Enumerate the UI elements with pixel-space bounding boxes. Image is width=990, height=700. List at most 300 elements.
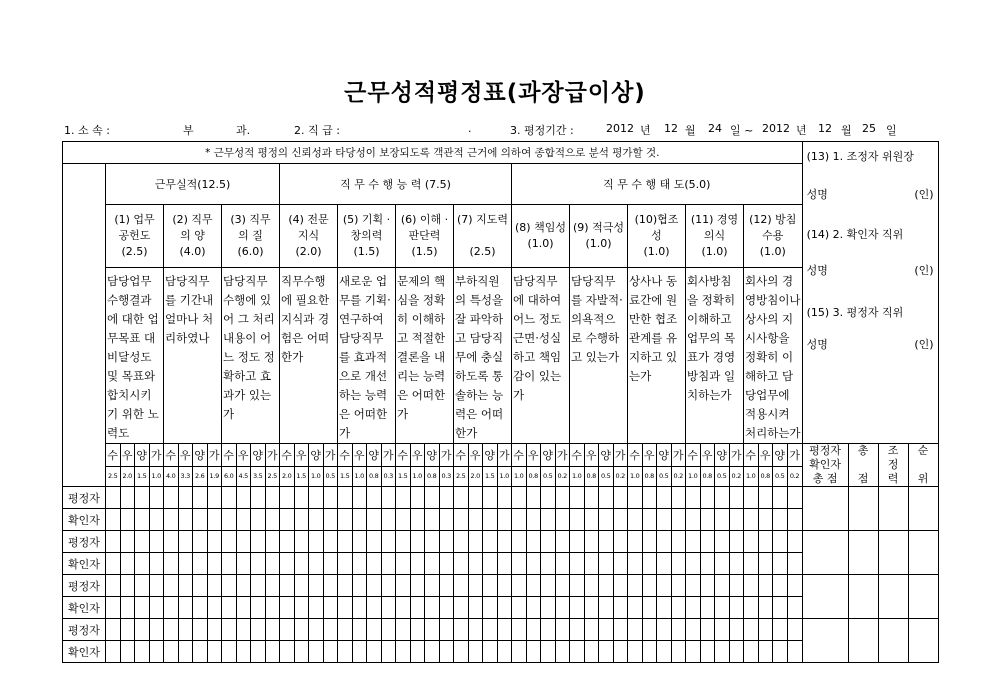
score-cell[interactable] bbox=[686, 641, 701, 663]
score-cell[interactable] bbox=[323, 487, 338, 509]
score-cell[interactable] bbox=[555, 575, 570, 597]
score-cell[interactable] bbox=[671, 509, 686, 531]
score-cell[interactable] bbox=[729, 619, 744, 641]
score-cell[interactable] bbox=[207, 619, 222, 641]
score-cell[interactable] bbox=[584, 509, 599, 531]
score-cell[interactable] bbox=[526, 619, 541, 641]
score-cell[interactable] bbox=[280, 575, 295, 597]
score-cell[interactable] bbox=[164, 487, 179, 509]
score-cell[interactable] bbox=[642, 531, 657, 553]
score-cell[interactable] bbox=[758, 553, 773, 575]
score-cell[interactable] bbox=[323, 597, 338, 619]
score-cell[interactable] bbox=[584, 619, 599, 641]
score-cell[interactable] bbox=[715, 553, 730, 575]
score-cell[interactable] bbox=[135, 553, 150, 575]
score-cell[interactable] bbox=[758, 509, 773, 531]
score-cell[interactable] bbox=[468, 553, 483, 575]
score-cell[interactable] bbox=[584, 575, 599, 597]
score-cell[interactable] bbox=[120, 553, 135, 575]
score-cell[interactable] bbox=[773, 575, 788, 597]
score-cell[interactable] bbox=[207, 553, 222, 575]
score-cell[interactable] bbox=[149, 641, 164, 663]
summary-score-cell[interactable] bbox=[878, 575, 908, 619]
score-cell[interactable] bbox=[570, 531, 585, 553]
score-cell[interactable] bbox=[787, 641, 802, 663]
score-cell[interactable] bbox=[396, 597, 411, 619]
score-cell[interactable] bbox=[207, 597, 222, 619]
summary-rank-cell[interactable] bbox=[908, 487, 938, 531]
score-cell[interactable] bbox=[454, 597, 469, 619]
score-cell[interactable] bbox=[468, 575, 483, 597]
score-cell[interactable] bbox=[642, 487, 657, 509]
score-cell[interactable] bbox=[570, 619, 585, 641]
score-cell[interactable] bbox=[338, 553, 353, 575]
summary-total-cell[interactable] bbox=[848, 487, 878, 531]
score-cell[interactable] bbox=[367, 575, 382, 597]
score-cell[interactable] bbox=[265, 553, 280, 575]
score-cell[interactable] bbox=[787, 531, 802, 553]
score-cell[interactable] bbox=[323, 575, 338, 597]
score-cell[interactable] bbox=[787, 509, 802, 531]
score-cell[interactable] bbox=[381, 509, 396, 531]
score-cell[interactable] bbox=[497, 509, 512, 531]
score-cell[interactable] bbox=[352, 531, 367, 553]
score-cell[interactable] bbox=[178, 531, 193, 553]
score-cell[interactable] bbox=[773, 597, 788, 619]
score-cell[interactable] bbox=[323, 509, 338, 531]
score-cell[interactable] bbox=[526, 597, 541, 619]
score-cell[interactable] bbox=[744, 531, 759, 553]
score-cell[interactable] bbox=[454, 509, 469, 531]
score-cell[interactable] bbox=[381, 553, 396, 575]
summary-score-cell[interactable] bbox=[878, 487, 908, 531]
score-cell[interactable] bbox=[468, 619, 483, 641]
score-cell[interactable] bbox=[338, 619, 353, 641]
score-cell[interactable] bbox=[541, 575, 556, 597]
score-cell[interactable] bbox=[106, 531, 121, 553]
score-cell[interactable] bbox=[280, 619, 295, 641]
score-cell[interactable] bbox=[773, 553, 788, 575]
score-cell[interactable] bbox=[628, 641, 643, 663]
summary-rank-cell[interactable] bbox=[908, 531, 938, 575]
score-cell[interactable] bbox=[541, 619, 556, 641]
score-cell[interactable] bbox=[193, 619, 208, 641]
score-cell[interactable] bbox=[700, 531, 715, 553]
score-cell[interactable] bbox=[396, 487, 411, 509]
score-cell[interactable] bbox=[541, 487, 556, 509]
score-cell[interactable] bbox=[149, 553, 164, 575]
score-cell[interactable] bbox=[555, 597, 570, 619]
score-cell[interactable] bbox=[483, 509, 498, 531]
summary-rank-cell[interactable] bbox=[908, 575, 938, 619]
score-cell[interactable] bbox=[222, 619, 237, 641]
score-cell[interactable] bbox=[309, 641, 324, 663]
score-cell[interactable] bbox=[149, 531, 164, 553]
score-cell[interactable] bbox=[715, 487, 730, 509]
score-cell[interactable] bbox=[628, 509, 643, 531]
score-cell[interactable] bbox=[265, 531, 280, 553]
summary-scorer-cell[interactable] bbox=[802, 531, 848, 575]
score-cell[interactable] bbox=[251, 487, 266, 509]
score-cell[interactable] bbox=[671, 531, 686, 553]
score-cell[interactable] bbox=[744, 619, 759, 641]
score-cell[interactable] bbox=[744, 641, 759, 663]
score-cell[interactable] bbox=[120, 597, 135, 619]
score-cell[interactable] bbox=[686, 597, 701, 619]
score-cell[interactable] bbox=[251, 619, 266, 641]
score-cell[interactable] bbox=[193, 531, 208, 553]
score-cell[interactable] bbox=[671, 619, 686, 641]
score-cell[interactable] bbox=[164, 619, 179, 641]
score-cell[interactable] bbox=[367, 597, 382, 619]
score-cell[interactable] bbox=[599, 553, 614, 575]
score-cell[interactable] bbox=[758, 641, 773, 663]
score-cell[interactable] bbox=[396, 619, 411, 641]
score-cell[interactable] bbox=[729, 597, 744, 619]
score-cell[interactable] bbox=[352, 553, 367, 575]
score-cell[interactable] bbox=[773, 641, 788, 663]
score-cell[interactable] bbox=[628, 575, 643, 597]
score-cell[interactable] bbox=[671, 487, 686, 509]
score-cell[interactable] bbox=[613, 531, 628, 553]
score-cell[interactable] bbox=[135, 487, 150, 509]
score-cell[interactable] bbox=[207, 531, 222, 553]
score-cell[interactable] bbox=[280, 553, 295, 575]
score-cell[interactable] bbox=[265, 509, 280, 531]
score-cell[interactable] bbox=[178, 575, 193, 597]
score-cell[interactable] bbox=[657, 619, 672, 641]
score-cell[interactable] bbox=[599, 487, 614, 509]
score-cell[interactable] bbox=[497, 531, 512, 553]
score-cell[interactable] bbox=[787, 597, 802, 619]
score-cell[interactable] bbox=[338, 487, 353, 509]
score-cell[interactable] bbox=[642, 597, 657, 619]
score-cell[interactable] bbox=[352, 575, 367, 597]
score-cell[interactable] bbox=[483, 597, 498, 619]
score-cell[interactable] bbox=[294, 575, 309, 597]
summary-scorer-cell[interactable] bbox=[802, 575, 848, 619]
score-cell[interactable] bbox=[367, 553, 382, 575]
score-cell[interactable] bbox=[425, 575, 440, 597]
score-cell[interactable] bbox=[686, 619, 701, 641]
score-cell[interactable] bbox=[599, 575, 614, 597]
score-cell[interactable] bbox=[309, 597, 324, 619]
score-cell[interactable] bbox=[526, 553, 541, 575]
score-cell[interactable] bbox=[671, 597, 686, 619]
score-cell[interactable] bbox=[236, 597, 251, 619]
score-cell[interactable] bbox=[309, 487, 324, 509]
score-cell[interactable] bbox=[280, 531, 295, 553]
score-cell[interactable] bbox=[628, 597, 643, 619]
score-cell[interactable] bbox=[439, 575, 454, 597]
score-cell[interactable] bbox=[309, 575, 324, 597]
score-cell[interactable] bbox=[570, 553, 585, 575]
score-cell[interactable] bbox=[584, 553, 599, 575]
score-cell[interactable] bbox=[700, 487, 715, 509]
score-cell[interactable] bbox=[135, 509, 150, 531]
score-cell[interactable] bbox=[526, 531, 541, 553]
score-cell[interactable] bbox=[512, 641, 527, 663]
score-cell[interactable] bbox=[526, 575, 541, 597]
score-cell[interactable] bbox=[309, 509, 324, 531]
score-cell[interactable] bbox=[222, 509, 237, 531]
summary-scorer-cell[interactable] bbox=[802, 619, 848, 663]
score-cell[interactable] bbox=[613, 553, 628, 575]
score-cell[interactable] bbox=[236, 509, 251, 531]
score-cell[interactable] bbox=[613, 619, 628, 641]
score-cell[interactable] bbox=[744, 509, 759, 531]
score-cell[interactable] bbox=[729, 531, 744, 553]
score-cell[interactable] bbox=[715, 531, 730, 553]
score-cell[interactable] bbox=[671, 641, 686, 663]
score-cell[interactable] bbox=[106, 509, 121, 531]
score-cell[interactable] bbox=[758, 619, 773, 641]
score-cell[interactable] bbox=[338, 575, 353, 597]
score-cell[interactable] bbox=[439, 619, 454, 641]
score-cell[interactable] bbox=[787, 575, 802, 597]
score-cell[interactable] bbox=[178, 553, 193, 575]
score-cell[interactable] bbox=[439, 531, 454, 553]
score-cell[interactable] bbox=[526, 641, 541, 663]
score-cell[interactable] bbox=[773, 487, 788, 509]
score-cell[interactable] bbox=[454, 487, 469, 509]
score-cell[interactable] bbox=[628, 619, 643, 641]
score-cell[interactable] bbox=[120, 575, 135, 597]
score-cell[interactable] bbox=[686, 575, 701, 597]
score-cell[interactable] bbox=[367, 641, 382, 663]
score-cell[interactable] bbox=[294, 487, 309, 509]
score-cell[interactable] bbox=[410, 575, 425, 597]
score-cell[interactable] bbox=[251, 575, 266, 597]
score-cell[interactable] bbox=[570, 575, 585, 597]
score-cell[interactable] bbox=[106, 619, 121, 641]
score-cell[interactable] bbox=[628, 487, 643, 509]
summary-total-cell[interactable] bbox=[848, 531, 878, 575]
score-cell[interactable] bbox=[497, 575, 512, 597]
score-cell[interactable] bbox=[164, 641, 179, 663]
score-cell[interactable] bbox=[599, 531, 614, 553]
score-cell[interactable] bbox=[744, 597, 759, 619]
score-cell[interactable] bbox=[323, 641, 338, 663]
score-cell[interactable] bbox=[454, 641, 469, 663]
score-cell[interactable] bbox=[497, 619, 512, 641]
score-cell[interactable] bbox=[686, 509, 701, 531]
score-cell[interactable] bbox=[135, 597, 150, 619]
score-cell[interactable] bbox=[700, 575, 715, 597]
score-cell[interactable] bbox=[265, 575, 280, 597]
score-cell[interactable] bbox=[439, 487, 454, 509]
score-cell[interactable] bbox=[265, 641, 280, 663]
score-cell[interactable] bbox=[323, 531, 338, 553]
score-cell[interactable] bbox=[396, 531, 411, 553]
score-cell[interactable] bbox=[120, 619, 135, 641]
score-cell[interactable] bbox=[758, 597, 773, 619]
score-cell[interactable] bbox=[555, 509, 570, 531]
score-cell[interactable] bbox=[193, 553, 208, 575]
score-cell[interactable] bbox=[686, 553, 701, 575]
score-cell[interactable] bbox=[570, 509, 585, 531]
score-cell[interactable] bbox=[758, 575, 773, 597]
score-cell[interactable] bbox=[657, 575, 672, 597]
score-cell[interactable] bbox=[729, 487, 744, 509]
score-cell[interactable] bbox=[787, 619, 802, 641]
score-cell[interactable] bbox=[410, 619, 425, 641]
score-cell[interactable] bbox=[135, 641, 150, 663]
score-cell[interactable] bbox=[367, 531, 382, 553]
score-cell[interactable] bbox=[106, 597, 121, 619]
score-cell[interactable] bbox=[106, 553, 121, 575]
score-cell[interactable] bbox=[280, 487, 295, 509]
score-cell[interactable] bbox=[468, 487, 483, 509]
score-cell[interactable] bbox=[642, 509, 657, 531]
score-cell[interactable] bbox=[280, 641, 295, 663]
score-cell[interactable] bbox=[120, 487, 135, 509]
score-cell[interactable] bbox=[193, 509, 208, 531]
score-cell[interactable] bbox=[367, 619, 382, 641]
score-cell[interactable] bbox=[425, 553, 440, 575]
score-cell[interactable] bbox=[251, 531, 266, 553]
score-cell[interactable] bbox=[425, 531, 440, 553]
score-cell[interactable] bbox=[193, 575, 208, 597]
score-cell[interactable] bbox=[396, 641, 411, 663]
score-cell[interactable] bbox=[381, 619, 396, 641]
score-cell[interactable] bbox=[309, 619, 324, 641]
score-cell[interactable] bbox=[236, 619, 251, 641]
score-cell[interactable] bbox=[584, 597, 599, 619]
summary-score-cell[interactable] bbox=[878, 531, 908, 575]
score-cell[interactable] bbox=[715, 641, 730, 663]
score-cell[interactable] bbox=[483, 487, 498, 509]
score-cell[interactable] bbox=[381, 575, 396, 597]
score-cell[interactable] bbox=[700, 597, 715, 619]
score-cell[interactable] bbox=[541, 641, 556, 663]
score-cell[interactable] bbox=[425, 597, 440, 619]
score-cell[interactable] bbox=[164, 597, 179, 619]
score-cell[interactable] bbox=[381, 641, 396, 663]
score-cell[interactable] bbox=[294, 553, 309, 575]
score-cell[interactable] bbox=[512, 575, 527, 597]
score-cell[interactable] bbox=[555, 619, 570, 641]
score-cell[interactable] bbox=[338, 641, 353, 663]
score-cell[interactable] bbox=[410, 641, 425, 663]
score-cell[interactable] bbox=[439, 509, 454, 531]
score-cell[interactable] bbox=[628, 553, 643, 575]
score-cell[interactable] bbox=[454, 531, 469, 553]
score-cell[interactable] bbox=[599, 619, 614, 641]
score-cell[interactable] bbox=[396, 509, 411, 531]
score-cell[interactable] bbox=[773, 509, 788, 531]
score-cell[interactable] bbox=[657, 531, 672, 553]
score-cell[interactable] bbox=[338, 509, 353, 531]
score-cell[interactable] bbox=[410, 487, 425, 509]
score-cell[interactable] bbox=[106, 575, 121, 597]
score-cell[interactable] bbox=[106, 487, 121, 509]
summary-total-cell[interactable] bbox=[848, 619, 878, 663]
score-cell[interactable] bbox=[570, 487, 585, 509]
score-cell[interactable] bbox=[149, 597, 164, 619]
score-cell[interactable] bbox=[700, 619, 715, 641]
score-cell[interactable] bbox=[149, 487, 164, 509]
score-cell[interactable] bbox=[352, 619, 367, 641]
score-cell[interactable] bbox=[149, 619, 164, 641]
score-cell[interactable] bbox=[657, 597, 672, 619]
score-cell[interactable] bbox=[512, 553, 527, 575]
score-cell[interactable] bbox=[715, 597, 730, 619]
score-cell[interactable] bbox=[251, 641, 266, 663]
score-cell[interactable] bbox=[352, 509, 367, 531]
score-cell[interactable] bbox=[715, 575, 730, 597]
score-cell[interactable] bbox=[454, 619, 469, 641]
score-cell[interactable] bbox=[207, 575, 222, 597]
score-cell[interactable] bbox=[468, 509, 483, 531]
score-cell[interactable] bbox=[120, 641, 135, 663]
score-cell[interactable] bbox=[265, 487, 280, 509]
score-cell[interactable] bbox=[236, 531, 251, 553]
score-cell[interactable] bbox=[497, 641, 512, 663]
score-cell[interactable] bbox=[294, 509, 309, 531]
score-cell[interactable] bbox=[222, 553, 237, 575]
score-cell[interactable] bbox=[381, 531, 396, 553]
score-cell[interactable] bbox=[483, 575, 498, 597]
score-cell[interactable] bbox=[323, 553, 338, 575]
score-cell[interactable] bbox=[425, 619, 440, 641]
score-cell[interactable] bbox=[613, 509, 628, 531]
score-cell[interactable] bbox=[758, 487, 773, 509]
score-cell[interactable] bbox=[396, 575, 411, 597]
score-cell[interactable] bbox=[149, 509, 164, 531]
score-cell[interactable] bbox=[135, 619, 150, 641]
score-cell[interactable] bbox=[178, 487, 193, 509]
score-cell[interactable] bbox=[512, 531, 527, 553]
score-cell[interactable] bbox=[265, 597, 280, 619]
score-cell[interactable] bbox=[787, 553, 802, 575]
score-cell[interactable] bbox=[280, 509, 295, 531]
score-cell[interactable] bbox=[497, 553, 512, 575]
score-cell[interactable] bbox=[149, 575, 164, 597]
score-cell[interactable] bbox=[207, 487, 222, 509]
score-cell[interactable] bbox=[236, 487, 251, 509]
score-cell[interactable] bbox=[425, 487, 440, 509]
score-cell[interactable] bbox=[613, 641, 628, 663]
score-cell[interactable] bbox=[236, 553, 251, 575]
score-cell[interactable] bbox=[352, 641, 367, 663]
score-cell[interactable] bbox=[178, 509, 193, 531]
score-cell[interactable] bbox=[439, 597, 454, 619]
score-cell[interactable] bbox=[541, 597, 556, 619]
score-cell[interactable] bbox=[773, 531, 788, 553]
score-cell[interactable] bbox=[729, 509, 744, 531]
score-cell[interactable] bbox=[497, 487, 512, 509]
score-cell[interactable] bbox=[120, 531, 135, 553]
score-cell[interactable] bbox=[164, 509, 179, 531]
score-cell[interactable] bbox=[309, 553, 324, 575]
score-cell[interactable] bbox=[599, 597, 614, 619]
score-cell[interactable] bbox=[642, 553, 657, 575]
score-cell[interactable] bbox=[512, 619, 527, 641]
score-cell[interactable] bbox=[294, 597, 309, 619]
score-cell[interactable] bbox=[280, 597, 295, 619]
score-cell[interactable] bbox=[120, 509, 135, 531]
score-cell[interactable] bbox=[164, 531, 179, 553]
score-cell[interactable] bbox=[512, 509, 527, 531]
score-cell[interactable] bbox=[294, 641, 309, 663]
score-cell[interactable] bbox=[555, 641, 570, 663]
score-cell[interactable] bbox=[439, 641, 454, 663]
score-cell[interactable] bbox=[555, 487, 570, 509]
score-cell[interactable] bbox=[671, 575, 686, 597]
score-cell[interactable] bbox=[410, 531, 425, 553]
score-cell[interactable] bbox=[599, 641, 614, 663]
